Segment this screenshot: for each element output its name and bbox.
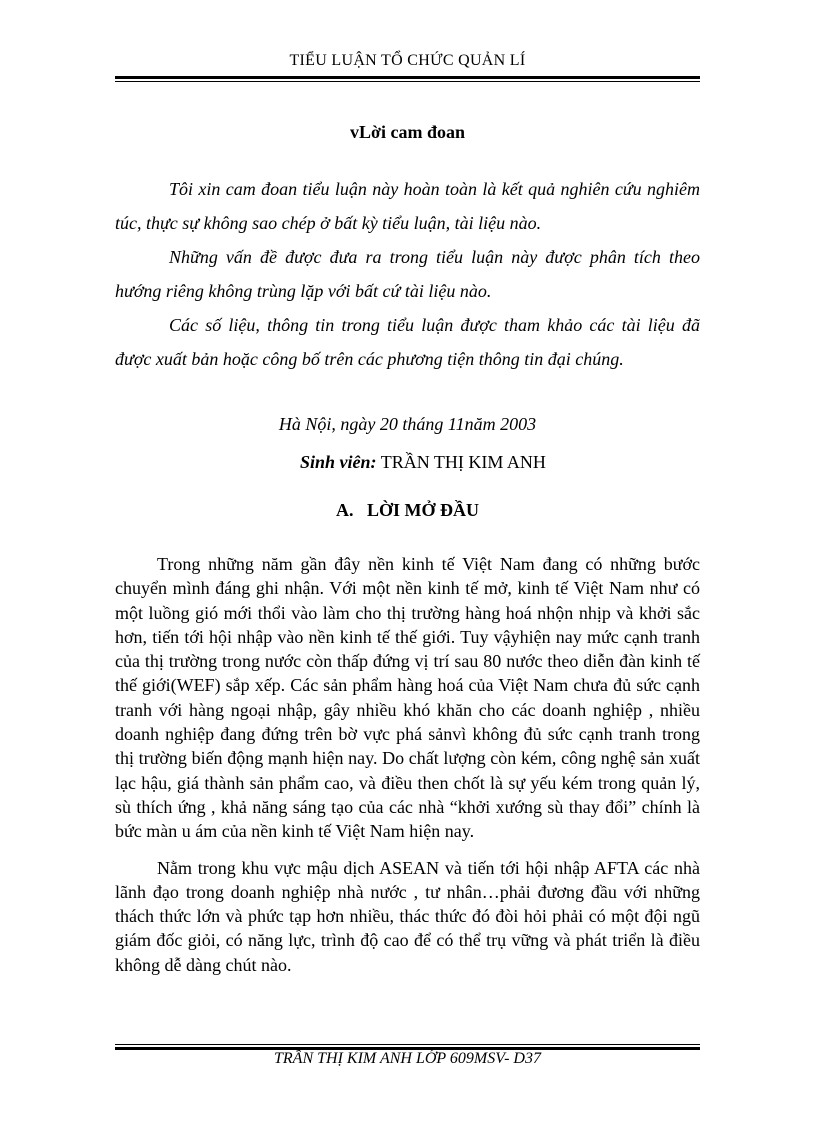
body-paragraph: Nằm trong khu vực mậu dịch ASEAN và tiến tới hội nhập AFTA các nhà lãnh đạo trong doanh nghiệp nhà nước , tư nhân…phải đương đầu với những thách thức lớn và phức tạp hơn nhiều, thác thức đó đòi hỏi phải có một đội ngũ giám đốc giỏi, có năng lực, trình độ cao để có thể trụ vững và phát triển là điều không dễ dàng chút nào. bbox=[115, 857, 700, 975]
pledge-paragraph: Những vấn đề được đưa ra trong tiểu luận này được phân tích theo hướng riêng không trùng lặp với bất cứ tài liệu nào. bbox=[115, 247, 700, 301]
section-heading: A. LỜI MỞ ĐẦU bbox=[336, 500, 479, 520]
student-label: Sinh viên: bbox=[300, 452, 377, 472]
body-paragraph: Trong những năm gần đây nền kinh tế Việt Nam đang có những bước chuyển mình đáng ghi nhận. Với một nền kinh tế mở, kinh tế Việt Nam như có một luồng gió mới thổi vào làm cho thị trường hàng hoá nhộn nhịp và khởi sắc hơn, tiến tới hội nhập vào nền kinh tế thế giới. Tuy vậyhiện nay mức cạnh tranh của thị trường trong nước còn thấp đứng vị trí sau 80 nước theo diễn đàn kinh tế thế giới(WEF) sắp xếp. Các sản phẩm hàng hoá của Việt Nam chưa đủ sức cạnh tranh với hàng ngoại nhập, gây nhiều khó khăn cho các doanh nghiệp , nhiều doanh nghiệp đang đứng trên bờ vực phá sảnvì không đủ sức cạnh tranh trong thị trường biến động mạnh hiện nay. Do chất lượng còn kém, công nghệ sản xuất lạc hậu, giá thành sản phẩm cao, và điều then chốt là sự yếu kém trong quản lý, sù thích ứng , khả năng sáng tạo của các nhà “khởi xướng sù thay đổi” chính là bức màn u ám của nền kinh tế Việt Nam hiện nay. bbox=[115, 554, 700, 842]
student-signature-line bbox=[115, 452, 700, 473]
section-body bbox=[115, 552, 700, 989]
running-header: TIỂU LUẬN TỔ CHỨC QUẢN LÍ bbox=[289, 52, 526, 69]
footer-rule-thin bbox=[115, 1044, 700, 1045]
pledge-paragraph: Tôi xin cam đoan tiểu luận này hoàn toàn là kết quả nghiên cứu nghiêm túc, thực sự không sao chép ở bất kỳ tiểu luận, tài liệu nào. bbox=[115, 179, 700, 233]
pledge-body bbox=[115, 172, 700, 376]
pledge-date: Hà Nội, ngày 20 tháng 11năm 2003 bbox=[278, 414, 537, 434]
pledge-title: vLời cam đoan bbox=[350, 122, 465, 142]
header-rule-thick bbox=[115, 76, 700, 79]
student-name: TRẦN THỊ KIM ANH bbox=[380, 452, 546, 472]
running-footer: TRẦN THỊ KIM ANH LỚP 609MSV- D37 bbox=[274, 1050, 541, 1067]
pledge-paragraph: Các số liệu, thông tin trong tiểu luận được tham khảo các tài liệu đã được xuất bản hoặc công bố trên các phương tiện thông tin đại chúng. bbox=[115, 315, 700, 369]
header-rule-thin bbox=[115, 81, 700, 82]
